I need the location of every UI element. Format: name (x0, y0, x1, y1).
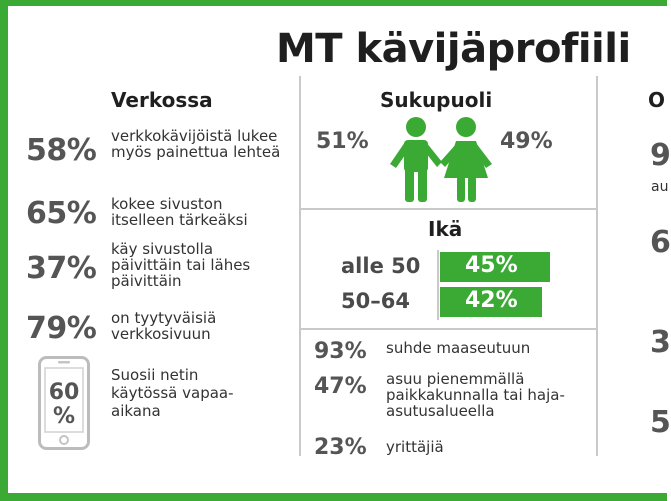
profile-stat-pct: 23% (314, 435, 367, 460)
profile-stat-text: suhde maaseutuun (386, 339, 531, 357)
divider-age-profile (301, 328, 596, 330)
online-stat-pct: 37% (26, 251, 97, 286)
phone-pct: 60 % (48, 380, 80, 429)
right-column-value: 6 (650, 225, 671, 260)
online-stat-pct: 65% (26, 196, 97, 231)
right-column-heading: O (648, 88, 666, 112)
online-stat-pct: 79% (26, 311, 97, 346)
profile-stat-pct: 47% (314, 374, 367, 399)
page-title: MT kävijäprofiili (276, 26, 631, 72)
online-stat-text: kokee sivuston itselleen tärkeäksi (111, 195, 248, 229)
online-heading: Verkossa (111, 88, 213, 112)
gender-heading: Sukupuoli (380, 88, 493, 112)
age-bar-value: 45% (465, 253, 518, 278)
online-stat-text: verkkokävijöistä lukee myös painettua lehteä (111, 127, 281, 161)
right-column-value: 9 (650, 138, 671, 173)
age-label: alle 50 (341, 254, 421, 278)
right-column-value: au (651, 179, 669, 195)
divider-gender-age (301, 208, 596, 210)
divider-right (596, 76, 598, 456)
gender-female-pct: 49% (500, 129, 553, 154)
male-female-holding-hands-icon (384, 114, 498, 204)
age-axis (437, 250, 439, 320)
profile-stat-text: asuu pienemmällä paikkakunnalla tai haja-asutusalueella (386, 370, 565, 420)
right-column-value: 5 (650, 405, 671, 440)
gender-male-pct: 51% (316, 129, 369, 154)
online-stat-pct: 58% (26, 133, 97, 168)
age-heading: Ikä (428, 217, 463, 241)
online-stat-text: käy sivustolla päivittäin tai lähes päivittäin (111, 240, 251, 290)
profile-stat-pct: 93% (314, 339, 367, 364)
phone-text: Suosii netin käytössä vapaa-aikana (111, 366, 234, 420)
right-column-value: 3 (650, 325, 671, 360)
age-bar-value: 42% (465, 288, 518, 313)
age-label: 50–64 (341, 289, 410, 313)
profile-stat-text: yrittäjiä (386, 438, 444, 456)
online-stat-text: on tyytyväisiä verkkosivuun (111, 309, 217, 343)
